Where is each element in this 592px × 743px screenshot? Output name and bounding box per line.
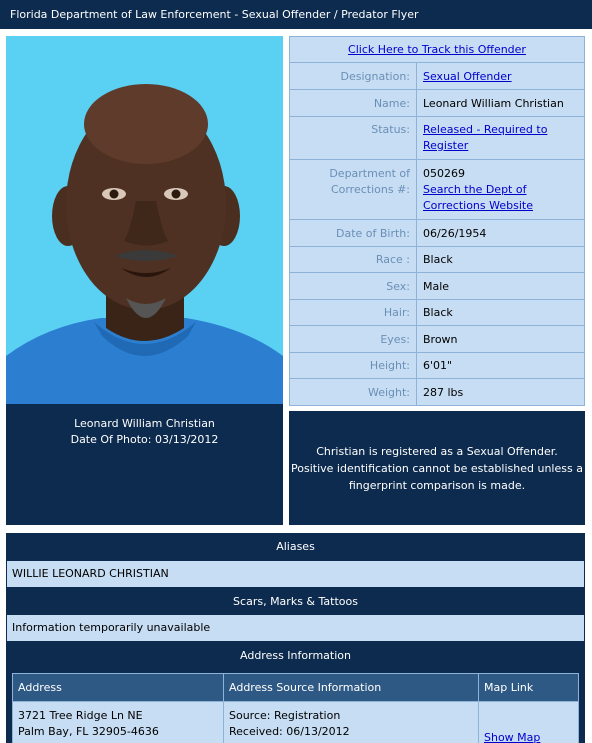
caption-photo-date: Date Of Photo: 03/13/2012 xyxy=(6,432,283,448)
page-title: Florida Department of Law Enforcement - Sexual Offender / Predator Flyer xyxy=(10,8,419,21)
doc-label xyxy=(290,160,417,220)
name-label: Name: xyxy=(290,90,417,117)
address-header: Address Information xyxy=(6,642,585,669)
notice-line-3: fingerprint comparison is made. xyxy=(289,477,585,494)
table-row xyxy=(13,702,579,743)
photo-caption xyxy=(6,404,283,525)
designation-link[interactable]: Sexual Offender xyxy=(423,70,512,83)
address-city: Palm Bay, FL 32905-4636 xyxy=(18,724,218,740)
eyes-value: Brown xyxy=(417,326,585,353)
notice-line-1: Christian is registered as a Sexual Offender. xyxy=(289,443,585,460)
designation-label: Designation: xyxy=(290,63,417,90)
status-link[interactable] xyxy=(423,123,547,152)
height-value: 6'01" xyxy=(417,353,585,379)
weight-label: Weight: xyxy=(290,379,417,406)
aliases-header: Aliases xyxy=(6,533,585,560)
dob-value: 06/26/1954 xyxy=(417,220,585,247)
show-map-link[interactable]: Show Map xyxy=(484,731,540,743)
race-value: Black xyxy=(417,247,585,273)
status-line-1: Released - Required to xyxy=(423,123,547,136)
caption-name: Leonard William Christian xyxy=(6,416,283,432)
race-label: Race : xyxy=(290,247,417,273)
offender-photo xyxy=(6,36,283,404)
address-table xyxy=(12,673,579,743)
doc-number: 050269 xyxy=(423,167,465,180)
hair-value: Black xyxy=(417,300,585,326)
page-header xyxy=(0,0,592,29)
doc-search-link[interactable] xyxy=(423,183,533,212)
status-line-2: Register xyxy=(423,139,468,152)
aliases-value: WILLIE LEONARD CHRISTIAN xyxy=(7,561,584,587)
map-cell xyxy=(479,702,579,743)
designation-cell xyxy=(417,63,585,90)
offender-details-table xyxy=(289,36,585,406)
height-label: Height: xyxy=(290,353,417,379)
address-received: Received: 06/13/2012 xyxy=(229,724,473,740)
col-map-link: Map Link xyxy=(479,674,579,702)
identification-notice xyxy=(289,411,585,525)
address-source: Source: Registration xyxy=(229,708,473,724)
offender-additional-info xyxy=(6,533,585,743)
sex-value: Male xyxy=(417,273,585,300)
address-street: 3721 Tree Ridge Ln NE xyxy=(18,708,218,724)
col-source: Address Source Information xyxy=(224,674,479,702)
name-value: Leonard William Christian xyxy=(417,90,585,117)
source-cell xyxy=(224,702,479,743)
sex-label: Sex: xyxy=(290,273,417,300)
address-cell xyxy=(13,702,224,743)
doc-label-line-1: Department of xyxy=(329,167,410,180)
track-offender-cell xyxy=(290,37,585,63)
scars-value: Information temporarily unavailable xyxy=(7,615,584,641)
hair-label: Hair: xyxy=(290,300,417,326)
dob-label: Date of Birth: xyxy=(290,220,417,247)
doc-label-line-2: Corrections #: xyxy=(331,183,410,196)
status-cell xyxy=(417,117,585,160)
track-offender-link[interactable]: Click Here to Track this Offender xyxy=(348,43,526,56)
weight-value: 287 lbs xyxy=(417,379,585,406)
status-label: Status: xyxy=(290,117,417,160)
col-address: Address xyxy=(13,674,224,702)
doc-link-line-1: Search the Dept of xyxy=(423,183,526,196)
doc-link-line-2: Corrections Website xyxy=(423,199,533,212)
eyes-label: Eyes: xyxy=(290,326,417,353)
notice-line-2: Positive identification cannot be established unless a xyxy=(289,460,585,477)
scars-header: Scars, Marks & Tattoos xyxy=(6,588,585,615)
doc-cell xyxy=(417,160,585,220)
